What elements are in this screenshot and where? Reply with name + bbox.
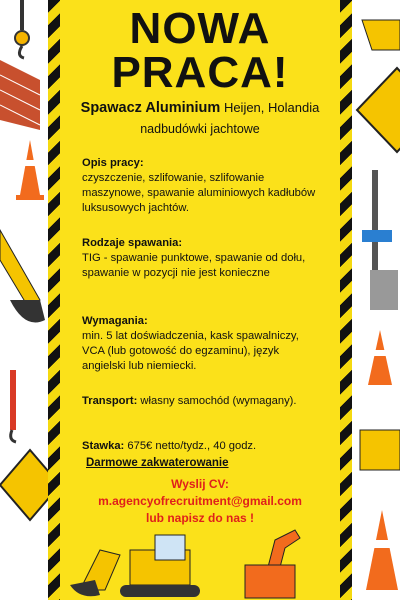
section-heading: Opis pracy: [82,157,144,169]
contact-note: lub napisz do nas ! [145,511,254,525]
section-text: 675€ netto/tydz., 40 godz. [124,440,257,452]
section-rodzaje [82,236,322,281]
accommodation-note: Darmowe zakwaterowanie [86,457,229,469]
title-line-1: NOWA [129,4,271,53]
right-decoration-panel [352,0,400,600]
section-text: min. 5 lat doświadczenia, kask spawalniczy, VCA (lub gotowość do egzaminu), język angielski lub niemiecki. [82,330,299,372]
contact-cta: Wyslij CV: [171,477,229,491]
bottom-machinery [60,520,340,600]
section-stawka [82,439,322,454]
job-location: Heijen, Holandia [223,100,320,115]
left-construction-icons [0,0,48,600]
section-text: TIG - spawanie punktowe, spawanie od dołu, spawanie w pozycji nie jest konieczne [82,252,306,279]
section-text: czyszczenie, szlifowanie, szlifowanie maszynowe, spawanie aluminiowych kadłubów luksusowych jachtów. [82,172,316,214]
section-heading: Stawka: [82,440,125,452]
excavator-bucket-icon [70,580,100,596]
contact-email-link[interactable]: m.agencyofrecruitment@gmail.com [98,494,302,508]
section-heading: Transport: [82,395,138,407]
job-heading [60,100,340,116]
section-heading: Rodzaje spawania: [82,237,183,249]
title-line-2: PRACA! [111,48,289,97]
job-subtitle: nadbudówki jachtowe [140,122,260,136]
section-text: własny samochód (wymagany). [137,395,297,407]
section-wymagania [82,314,322,374]
section-heading: Wymagania: [82,315,148,327]
left-decoration-panel [0,0,48,600]
right-construction-icons [352,0,400,600]
section-opis [82,156,322,216]
section-transport [82,394,322,409]
job-position: Spawacz Aluminium [80,100,221,116]
right-hazard-stripe [340,0,352,600]
left-hazard-stripe [48,0,60,600]
